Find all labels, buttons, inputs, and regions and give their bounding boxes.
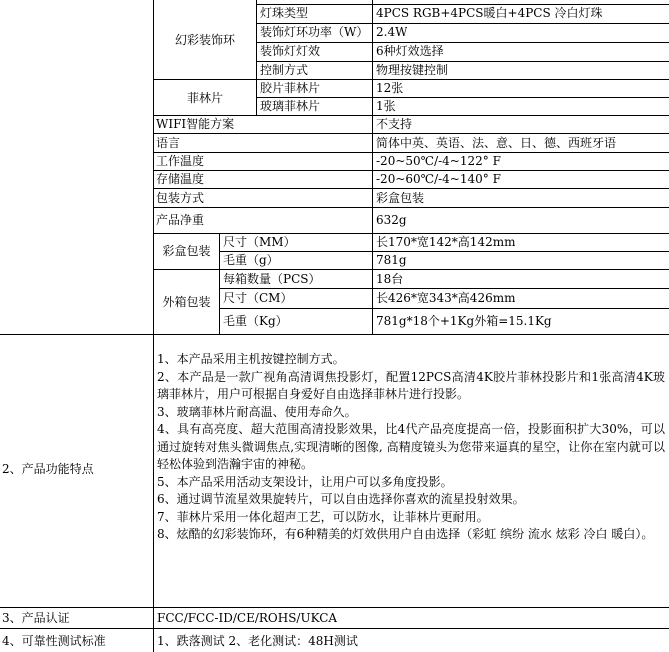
spec-name: 语言 <box>156 136 181 150</box>
feature-item: 8、炫酷的幻彩装饰环，有6种精美的灯效供用户自由选择（彩虹 缤纷 流水 炫彩 冷白 暖白）。 <box>157 527 654 541</box>
grid-line <box>256 42 669 43</box>
grid-line <box>256 61 669 62</box>
spec-value: 1张 <box>376 99 396 113</box>
spec-value: -20~60℃/-4~140° F <box>376 172 501 186</box>
spec-name: 毛重（g） <box>223 253 279 267</box>
spec-name: 尺寸（MM） <box>223 235 296 249</box>
feature-item: 1、本产品采用主机按键控制方式。 <box>157 352 345 366</box>
spec-name: 灯珠类型 <box>260 6 309 20</box>
section-label-features: 2、产品功能特点 <box>2 462 94 476</box>
grid-line <box>372 0 373 334</box>
grid-line <box>256 97 669 98</box>
grid-line <box>153 207 669 208</box>
grid-line <box>153 233 669 234</box>
grid-line <box>153 170 669 171</box>
spec-value: 12张 <box>376 81 404 95</box>
spec-name: 控制方式 <box>260 63 309 77</box>
section-divider <box>0 334 669 335</box>
grid-line <box>153 188 669 189</box>
spec-value: 2.4W <box>376 25 408 39</box>
spec-value: 长170*宽142*高142mm <box>376 235 516 249</box>
spec-name: 装饰灯灯效 <box>260 44 321 58</box>
spec-name: WIFI智能方案 <box>156 117 235 131</box>
section-label-reliability: 4、可靠性测试标准 <box>2 634 106 648</box>
grid-line <box>219 233 220 334</box>
spec-value: 简体中英、英语、法、意、日、德、西班牙语 <box>376 136 617 150</box>
grid-line <box>256 4 669 5</box>
spec-name: 产品净重 <box>156 213 205 227</box>
spec-value: -20~50℃/-4~122° F <box>376 154 501 168</box>
grid-line <box>219 251 669 252</box>
spec-value: 不支持 <box>376 117 413 131</box>
spec-value: 彩盒包装 <box>376 191 425 205</box>
spec-name: 毛重（Kg） <box>223 314 288 328</box>
spec-name: 尺寸（CM） <box>223 291 293 305</box>
spec-value: 18台 <box>376 272 404 286</box>
group-label-gift-box: 彩盒包装 <box>162 244 211 258</box>
spec-name: 存储温度 <box>156 172 205 186</box>
feature-list <box>157 351 665 544</box>
grid-line <box>153 115 669 116</box>
grid-line <box>256 23 669 24</box>
section-divider <box>0 607 669 608</box>
feature-item: 2、本产品是一款广视角高清调焦投影灯，配置12PCS高清4K胶片菲林投影片和1张高清4K玻璃菲林片，用户可根据自身爱好自由选择菲林片进行投影。 <box>157 369 665 401</box>
grid-line <box>153 269 669 270</box>
grid-line <box>219 308 669 309</box>
reliability-value: 1、跌落测试 2、老化测试：48H测试 <box>157 634 358 648</box>
spec-name: 工作温度 <box>156 154 205 168</box>
feature-item: 4、具有高亮度、超大范围高清投影效果，比4代产品亮度提高一倍，投影面积扩大30%，可以通过旋转对焦头微调焦点,实现清晰的图像, 高精度镜头为您带来逼真的星空，让你在室内就可以轻松体验到浩瀚宇宙的神秘。 <box>157 422 665 471</box>
spec-value: 6种灯效选择 <box>376 44 444 58</box>
feature-item: 3、玻璃菲林片耐高温、使用寿命久。 <box>157 404 357 419</box>
spec-value: 781g <box>376 253 407 267</box>
feature-item: 7、菲林片采用一体化超声工艺，可以防水，让菲林片更耐用。 <box>157 509 489 524</box>
grid-line <box>153 79 669 80</box>
section-divider <box>0 628 669 629</box>
spec-name: 玻璃菲林片 <box>260 99 321 113</box>
grid-line <box>153 133 669 134</box>
spec-value: 4PCS RGB+4PCS暖白+4PCS 冷白灯珠 <box>376 6 603 20</box>
spec-value: 长426*宽343*高426mm <box>376 291 516 305</box>
spec-value: 物理按键控制 <box>376 63 449 77</box>
group-label-carton: 外箱包装 <box>162 295 211 309</box>
spec-value: 781g*18个+1Kg外箱=15.1Kg <box>376 314 552 328</box>
spec-name: 胶片菲林片 <box>260 81 321 95</box>
section-label-certification: 3、产品认证 <box>2 611 70 625</box>
spec-name: 装饰灯环功率（W） <box>260 25 369 39</box>
feature-item: 5、本产品采用活动支架设计，让用户可以多角度投影。 <box>157 474 453 489</box>
spec-name: 包装方式 <box>156 191 205 205</box>
grid-line <box>153 152 669 153</box>
group-label-film: 菲林片 <box>186 91 223 105</box>
feature-item: 6、通过调节流星效果旋转片，可以自由选择你喜欢的流星投射效果。 <box>157 492 525 506</box>
group-label-ring: 幻彩装饰环 <box>174 33 235 47</box>
spec-name: 每箱数量（PCS） <box>223 272 321 286</box>
spec-value: 632g <box>376 213 407 227</box>
certification-value: FCC/FCC-ID/CE/ROHS/UKCA <box>157 611 338 625</box>
grid-line <box>219 288 669 289</box>
